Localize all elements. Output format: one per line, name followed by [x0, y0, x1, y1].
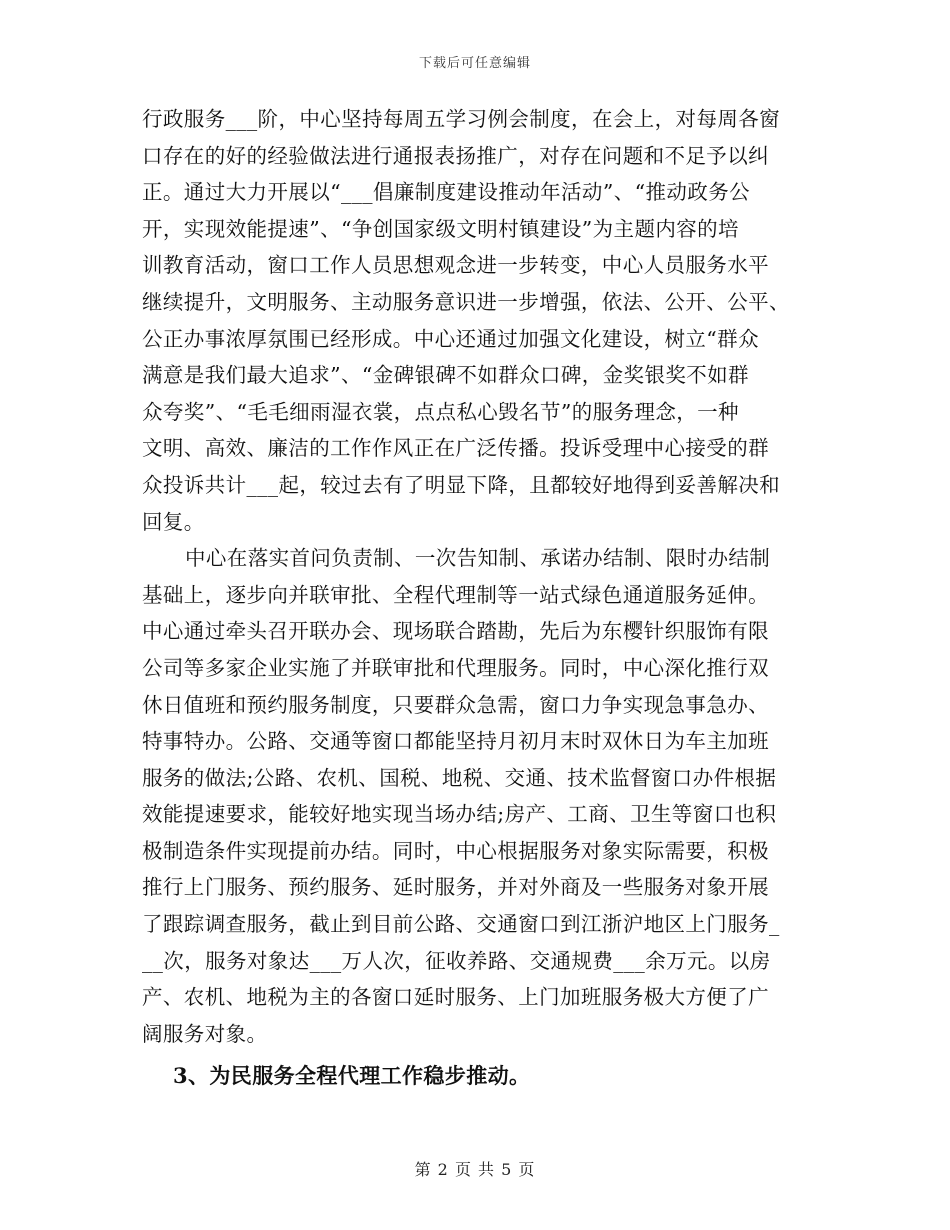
text-line: 特事特办。公路、交通等窗口都能坚持月初月末时双休日为车主加班 — [142, 729, 769, 754]
paragraph-2 — [142, 540, 808, 1052]
text-line: 口存在的好的经验做法进行通报表扬推广，对存在问题和不足予以纠 — [142, 143, 769, 168]
text-line: 文明、高效、廉洁的工作作风正在广泛传播。投诉受理中心接受的群 — [142, 436, 769, 461]
paragraph-1 — [142, 101, 808, 540]
text-line: 了跟踪调查服务，截止到目前公路、交通窗口到江浙沪地区上门服务_ — [142, 912, 780, 937]
text-line: 众夸奖”、“毛毛细雨湿衣裳，点点私心毁名节”的服务理念，一种 — [142, 399, 739, 424]
text-line: 满意是我们最大追求”、“金碑银碑不如群众口碑，金奖银奖不如群 — [142, 363, 749, 388]
text-line: 开，实现效能提速”、“争创国家级文明村镇建设”为主题内容的培 — [142, 216, 739, 241]
text-line: 训教育活动，窗口工作人员思想观念进一步转变，中心人员服务水平 — [142, 253, 769, 278]
text-line: 众投诉共计___起，较过去有了明显下降，且都较好地得到妥善解决和 — [142, 472, 781, 497]
text-line: 公正办事浓厚氛围已经形成。中心还通过加强文化建设，树立“群众 — [142, 326, 759, 351]
text-line: 中心通过牵头召开联办会、现场联合踏勘，先后为东樱针织服饰有限 — [142, 619, 769, 644]
text-line: __次，服务对象达___万人次，征收养路、交通规费___余万元。以房 — [142, 948, 771, 973]
section-heading: 3、为民服务全程代理工作稳步推动。 — [173, 1063, 531, 1089]
text-line: 继续提升，文明服务、主动服务意识进一步增强，依法、公开、公平、 — [142, 289, 790, 314]
page-number: 第 2 页 共 5 页 — [414, 1160, 536, 1179]
document-body — [142, 101, 808, 1095]
text-line: 正。通过大力开展以“___倡廉制度建设推动年活动”、“推动政务公 — [142, 180, 750, 205]
text-line: 回复。 — [142, 509, 205, 534]
text-line: 阔服务对象。 — [142, 1021, 268, 1046]
page-header: 下载后可任意编辑 — [418, 56, 531, 71]
text-line: 极制造条件实现提前办结。同时，中心根据服务对象实际需要，积极 — [142, 838, 769, 863]
text-line: 产、农机、地税为主的各窗口延时服务、上门加班服务极大方便了广 — [142, 985, 769, 1010]
text-line: 效能提速要求，能较好地实现当场办结;房产、工商、卫生等窗口也积 — [142, 802, 777, 827]
text-line: 公司等多家企业实施了并联审批和代理服务。同时，中心深化推行双 — [142, 655, 769, 680]
text-line: 休日值班和预约服务制度，只要群众急需，窗口力争实现急事急办、 — [142, 692, 769, 717]
text-line: 中心在落实首问负责制、一次告知制、承诺办结制、限时办结制 — [185, 546, 771, 571]
text-line: 服务的做法;公路、农机、国税、地税、交通、技术监督窗口办件根据 — [142, 765, 777, 790]
text-line: 推行上门服务、预约服务、延时服务，并对外商及一些服务对象开展 — [142, 875, 769, 900]
text-line: 行政服务___阶，中心坚持每周五学习例会制度，在会上，对每周各窗 — [142, 107, 781, 131]
text-line: 基础上，逐步向并联审批、全程代理制等一站式绿色通道服务延伸。 — [142, 582, 769, 607]
